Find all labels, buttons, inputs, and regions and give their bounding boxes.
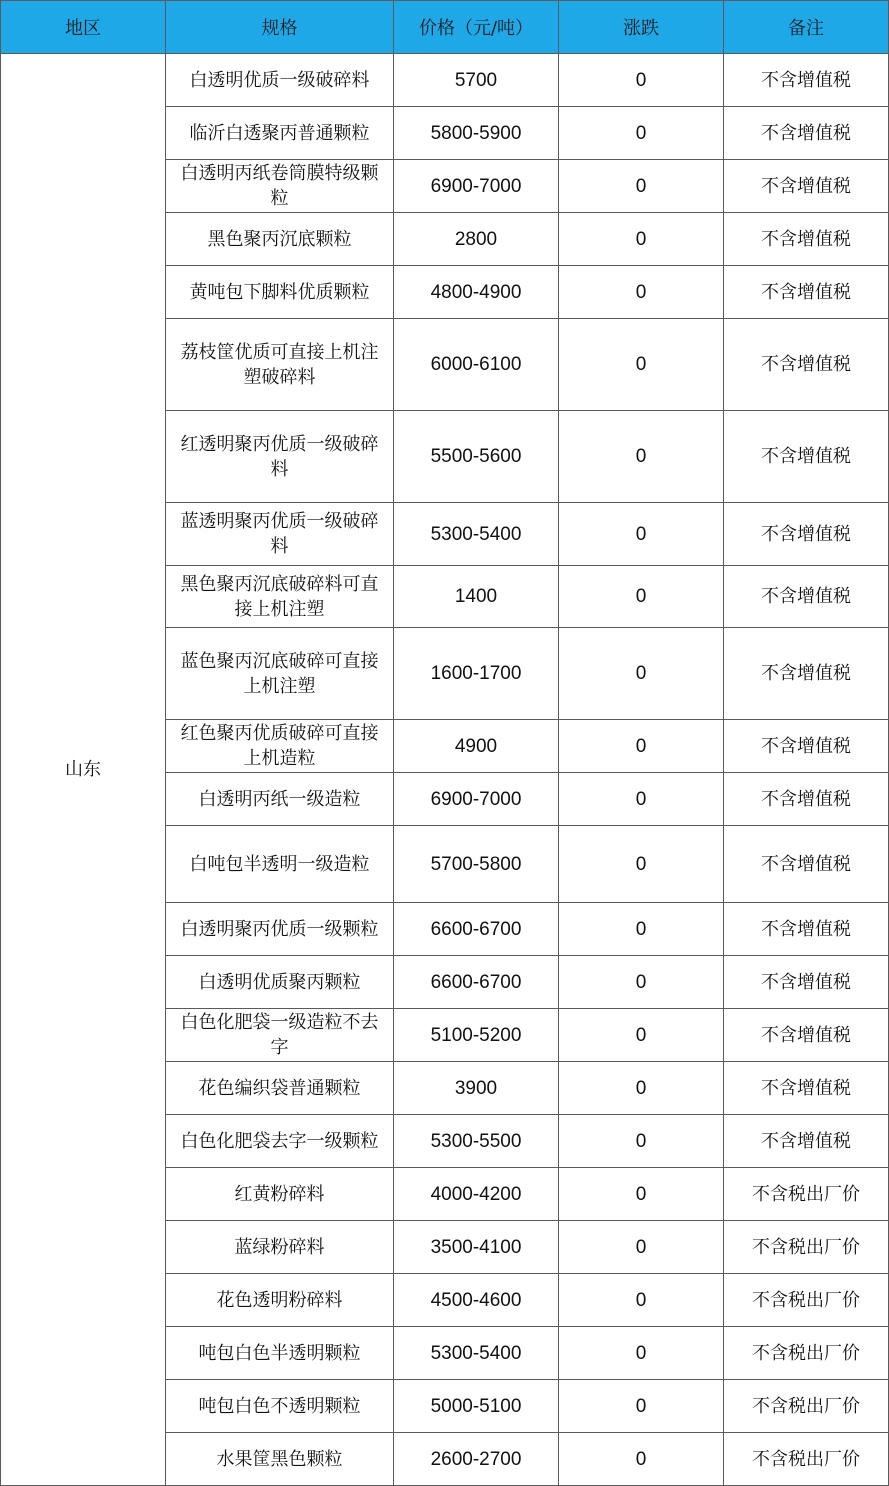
spec-cell: 白色化肥袋去字一级颗粒 — [166, 1115, 394, 1168]
spec-cell: 白透明聚丙优质一级颗粒 — [166, 903, 394, 956]
change-cell: 0 — [559, 107, 724, 160]
table-row — [1, 54, 889, 107]
note-cell: 不含增值税 — [724, 411, 889, 503]
header-price: 价格（元/吨） — [394, 1, 559, 54]
header-row — [1, 1, 889, 54]
change-cell: 0 — [559, 1168, 724, 1221]
price-cell: 5700 — [394, 54, 559, 107]
change-cell: 0 — [559, 1221, 724, 1274]
spec-cell: 黑色聚丙沉底颗粒 — [166, 213, 394, 266]
spec-cell: 红透明聚丙优质一级破碎料 — [166, 411, 394, 503]
note-cell: 不含增值税 — [724, 720, 889, 773]
note-cell: 不含增值税 — [724, 628, 889, 720]
note-cell: 不含税出厂价 — [724, 1327, 889, 1380]
note-cell: 不含增值税 — [724, 826, 889, 903]
change-cell: 0 — [559, 773, 724, 826]
note-cell: 不含税出厂价 — [724, 1433, 889, 1486]
spec-cell: 荔枝筐优质可直接上机注塑破碎料 — [166, 319, 394, 411]
change-cell: 0 — [559, 1062, 724, 1115]
spec-cell: 吨包白色不透明颗粒 — [166, 1380, 394, 1433]
spec-cell: 吨包白色半透明颗粒 — [166, 1327, 394, 1380]
change-cell: 0 — [559, 503, 724, 566]
note-cell: 不含增值税 — [724, 773, 889, 826]
price-cell: 6900-7000 — [394, 773, 559, 826]
change-cell: 0 — [559, 213, 724, 266]
note-cell: 不含增值税 — [724, 903, 889, 956]
header-change: 涨跌 — [559, 1, 724, 54]
change-cell: 0 — [559, 1009, 724, 1062]
note-cell: 不含增值税 — [724, 1115, 889, 1168]
change-cell: 0 — [559, 956, 724, 1009]
note-cell: 不含税出厂价 — [724, 1274, 889, 1327]
change-cell: 0 — [559, 566, 724, 628]
change-cell: 0 — [559, 1115, 724, 1168]
note-cell: 不含增值税 — [724, 956, 889, 1009]
header-note: 备注 — [724, 1, 889, 54]
change-cell: 0 — [559, 1433, 724, 1486]
spec-cell: 白透明优质聚丙颗粒 — [166, 956, 394, 1009]
price-cell: 5300-5500 — [394, 1115, 559, 1168]
price-cell: 1400 — [394, 566, 559, 628]
spec-cell: 蓝绿粉碎料 — [166, 1221, 394, 1274]
spec-cell: 白透明优质一级破碎料 — [166, 54, 394, 107]
price-cell: 3500-4100 — [394, 1221, 559, 1274]
change-cell: 0 — [559, 160, 724, 213]
price-cell: 4500-4600 — [394, 1274, 559, 1327]
price-cell: 6000-6100 — [394, 319, 559, 411]
price-cell: 5500-5600 — [394, 411, 559, 503]
price-cell: 6900-7000 — [394, 160, 559, 213]
spec-cell: 白吨包半透明一级造粒 — [166, 826, 394, 903]
note-cell: 不含增值税 — [724, 107, 889, 160]
change-cell: 0 — [559, 266, 724, 319]
note-cell: 不含增值税 — [724, 266, 889, 319]
change-cell: 0 — [559, 826, 724, 903]
spec-cell: 花色编织袋普通颗粒 — [166, 1062, 394, 1115]
spec-cell: 蓝色聚丙沉底破碎可直接上机注塑 — [166, 628, 394, 720]
note-cell: 不含税出厂价 — [724, 1168, 889, 1221]
note-cell: 不含税出厂价 — [724, 1380, 889, 1433]
spec-cell: 红黄粉碎料 — [166, 1168, 394, 1221]
price-cell: 5100-5200 — [394, 1009, 559, 1062]
price-cell: 5800-5900 — [394, 107, 559, 160]
change-cell: 0 — [559, 903, 724, 956]
price-cell: 5000-5100 — [394, 1380, 559, 1433]
change-cell: 0 — [559, 1327, 724, 1380]
note-cell: 不含增值税 — [724, 319, 889, 411]
change-cell: 0 — [559, 319, 724, 411]
price-cell: 6600-6700 — [394, 956, 559, 1009]
note-cell: 不含增值税 — [724, 213, 889, 266]
price-cell: 2600-2700 — [394, 1433, 559, 1486]
note-cell: 不含增值税 — [724, 503, 889, 566]
region-cell: 山东 — [1, 54, 166, 1486]
price-cell: 3900 — [394, 1062, 559, 1115]
note-cell: 不含增值税 — [724, 160, 889, 213]
spec-cell: 黄吨包下脚料优质颗粒 — [166, 266, 394, 319]
spec-cell: 蓝透明聚丙优质一级破碎料 — [166, 503, 394, 566]
note-cell: 不含增值税 — [724, 1009, 889, 1062]
spec-cell: 红色聚丙优质破碎可直接上机造粒 — [166, 720, 394, 773]
spec-cell: 白透明丙纸卷筒膜特级颗粒 — [166, 160, 394, 213]
header-spec: 规格 — [166, 1, 394, 54]
price-cell: 2800 — [394, 213, 559, 266]
price-cell: 1600-1700 — [394, 628, 559, 720]
spec-cell: 水果筐黑色颗粒 — [166, 1433, 394, 1486]
change-cell: 0 — [559, 1380, 724, 1433]
price-cell: 4900 — [394, 720, 559, 773]
change-cell: 0 — [559, 720, 724, 773]
change-cell: 0 — [559, 411, 724, 503]
change-cell: 0 — [559, 1274, 724, 1327]
spec-cell: 白透明丙纸一级造粒 — [166, 773, 394, 826]
price-cell: 5300-5400 — [394, 1327, 559, 1380]
change-cell: 0 — [559, 628, 724, 720]
note-cell: 不含税出厂价 — [724, 1221, 889, 1274]
header-region: 地区 — [1, 1, 166, 54]
price-cell: 4800-4900 — [394, 266, 559, 319]
note-cell: 不含增值税 — [724, 1062, 889, 1115]
price-cell: 6600-6700 — [394, 903, 559, 956]
price-cell: 4000-4200 — [394, 1168, 559, 1221]
price-cell: 5300-5400 — [394, 503, 559, 566]
note-cell: 不含增值税 — [724, 54, 889, 107]
note-cell: 不含增值税 — [724, 566, 889, 628]
spec-cell: 白色化肥袋一级造粒不去字 — [166, 1009, 394, 1062]
spec-cell: 花色透明粉碎料 — [166, 1274, 394, 1327]
price-cell: 5700-5800 — [394, 826, 559, 903]
spec-cell: 临沂白透聚丙普通颗粒 — [166, 107, 394, 160]
spec-cell: 黑色聚丙沉底破碎料可直接上机注塑 — [166, 566, 394, 628]
change-cell: 0 — [559, 54, 724, 107]
